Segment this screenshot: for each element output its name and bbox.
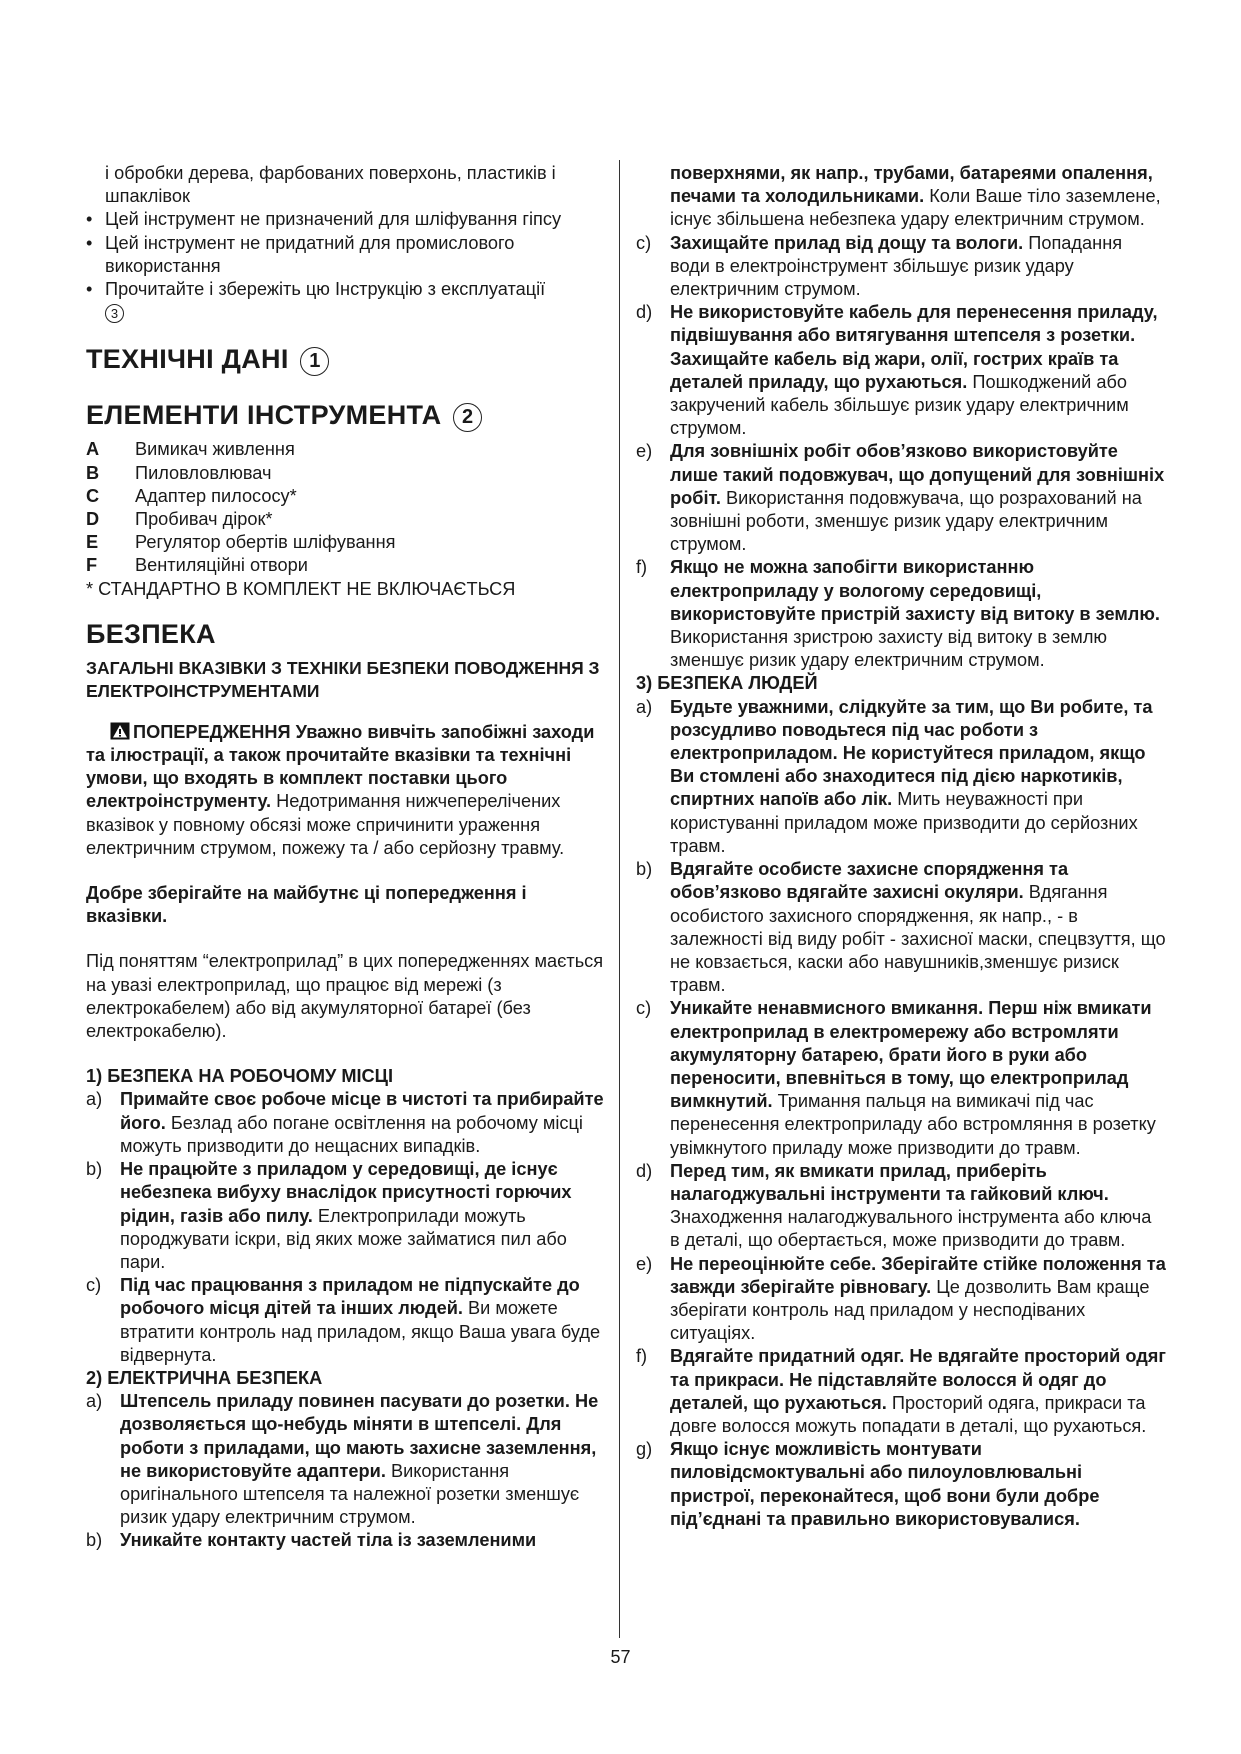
safety-subheading: ЗАГАЛЬНІ ВКАЗІВКИ З ТЕХНІКИ БЕЗПЕКИ ПОВОДЖЕННЯ З ЕЛЕКТРОІНСТРУМЕНТАМИ [86, 657, 600, 701]
column-divider [619, 160, 620, 1638]
rule-item: f) Якщо не можна запобігти використанню електроприладу у вологому середовищі, використовуйте пристрій захисту від витоку в землю. Використання зристрою захисту від витоку в землю зменшує ризик удару електричним струмом. [636, 557, 1160, 671]
intro-bullet: • Прочитайте і збережіть цю Інструкцію з експлуатації 3 [86, 278, 606, 324]
rule-item: c) Уникайте ненавмисного вмикання. Перш ніж вмикати електроприлад в електромережу або встромляти акумуляторну батарею, брати його в руки або переносити, впевніться в тому, що електроприлад вимкнутий. Тримання пальця на вимикачі під час перенесення електроприладу або встромляння в розетку увімкнутого приладу може призводити до травм. [636, 998, 1156, 1158]
intro-bullet: • Цей інструмент не придатний для промислового використання [86, 232, 606, 278]
tech-data-heading: ТЕХНІЧНІ ДАНІ 1 [86, 342, 606, 376]
definition-paragraph: Під поняттям “електроприлад” в цих попередженнях мається на увазі електроприлад, що працює від мережі (з електрокабелем) або від акумуляторної батареї (без електрокабелю). [86, 951, 604, 1042]
rule-item: d) Перед тим, як вмикати прилад, приберіть налагоджувальні інструменти та гайковий ключ. Знаходження налагоджувального інструмента або ключа в деталі, що обертається, може призводити до травм. [636, 1160, 1152, 1251]
rule-item: f) Вдягайте придатний одяг. Не вдягайте просторий одяг та прикраси. Не підставляйте волосся й одяг до деталей, що рухаються. Просторий одяга, прикраси та довге волосся можуть попадати в деталі, що рухаються. [636, 1346, 1166, 1436]
intro-continuation: і обробки дерева, фарбованих поверхонь, пластиків і шпаклівок [105, 163, 556, 207]
rule-item: a) Примайте своє робоче місце в чистоті та прибирайте його. Безлад або погане освітлення на робочому місці можуть призводити до нещасних випадків. [86, 1089, 604, 1156]
rule-item: c) Захищайте прилад від дощу та вологи. Попадання води в електроінструмент збільшує ризик удару електричним струмом. [636, 232, 1123, 300]
warning-triangle-icon [110, 722, 130, 740]
component-item: F Вентиляційні отвори [86, 555, 308, 576]
intro-bullet: • Цей інструмент не призначений для шліфування гіпсу [86, 208, 606, 231]
safety-heading: БЕЗПЕКА [86, 618, 216, 649]
rule-item: g) Якщо існує можливість монтувати пиловідсмоктувальні або пилоуловлювальні пристрої, переконайтеся, щоб вони були добре під’єднані та правильно використовувалися. [636, 1439, 1100, 1529]
rule-item: c) Під час працювання з приладом не підпускайте до робочого місця дітей та інших людей. Ви можете втратити контроль над приладом, якщо Ваша увага буде відвернута. [86, 1275, 601, 1365]
component-list [86, 438, 606, 600]
rule-item: e) Для зовнішніх робіт обов’язково використовуйте лише такий подовжувач, що допущений для зовнішніх робіт. Використання подовжувача, що розрахований на зовнішні роботи, зменшує ризик удару електричним струмом. [636, 441, 1165, 555]
rule-item: b) Не працюйте з приладом у середовищі, де існує небезпека вибуху внаслідок присутності горючих рідин, газів або пилу. Електроприлади можуть породжувати іскри, від яких може займатися пил або пари. [86, 1159, 572, 1272]
keep-notice: Добре зберігайте на майбутнє ці попередження і вказівки. [86, 883, 527, 927]
section-title: 2) ЕЛЕКТРИЧНА БЕЗПЕКА [86, 1367, 323, 1388]
page-number: 57 [610, 1647, 631, 1667]
rule-item: a) Будьте уважними, слідкуйте за тим, що Ви робите, та розсудливо поводьтеся під час роботи з електроприладом. Не користуйтеся приладом, якщо Ви стомлені або знаходитеся під дією наркотиків, спиртних напоїв або лік. Мить неуважності при користуванні приладом може призводити до серйозних травм. [636, 696, 1153, 856]
component-item: D Пробивач дірок* [86, 509, 273, 530]
right-column [636, 162, 1166, 1531]
section-title: 3) БЕЗПЕКА ЛЮДЕЙ [636, 673, 818, 694]
elements-heading: ЕЛЕМЕНТИ ІНСТРУМЕНТА 2 [86, 398, 606, 432]
component-item: C Адаптер пилососу* [86, 485, 297, 506]
component-item: E Регулятор обертів шліфування [86, 532, 396, 553]
rule-item: d) Не використовуйте кабель для перенесення приладу, підвішування або витягування штепселя з розетки. Захищайте кабель від жари, олії, гострих країв та деталей приладу, що рухаються. Пошкоджений або закручений кабель збільшує ризик удару електричним струмом. [636, 302, 1158, 439]
figure-ref-circle: 3 [105, 304, 124, 323]
figure-ref-circle: 2 [453, 403, 482, 432]
rule-item: e) Не переоцінюйте себе. Зберігайте стійке положення та завжди зберігайте рівновагу. Це дозволить Вам краще зберігати контроль над приладом у несподіваних ситуаціях. [636, 1253, 1166, 1344]
figure-ref-circle: 1 [300, 347, 329, 376]
rule-item-continued: поверхнями, як напр., трубами, батареями опалення, печами та холодильниками. Коли Ваше тіло заземлене, існує збільшена небезпека удару електричним струмом. [670, 163, 1161, 230]
rule-item: b) Вдягайте особисте захисне спорядження та обов’язково вдягайте захисні окуляри. Вдягання особистого захисного спорядження, як напр., - в залежності від виду робіт - захисної маски, спецвзуття, що не ковзається, каски або навушників,зменшує ризиск травм. [636, 859, 1166, 996]
rule-item: b) Уникайте контакту частей тіла із заземленими [86, 1530, 537, 1551]
warning-paragraph: ПОПЕРЕДЖЕННЯ Уважно вивчіть запобіжні заходи та ілюстрації, а також прочитайте вказівки та технічні умови, що входять в комплект поставки цього електроінструменту. Недотримання нижчеперелічених вказівок у повному обсязі може спричинити ураження електричним струмом, пожежу та / або серйозну травму. [86, 721, 595, 858]
component-note: * СТАНДАРТНО В КОМПЛЕКТ НЕ ВКЛЮЧАЄТЬСЯ [86, 578, 516, 599]
left-column [86, 162, 606, 1553]
component-item: A Вимикач живлення [86, 439, 295, 460]
component-item: B Пиловловлювач [86, 462, 272, 483]
section-title: 1) БЕЗПЕКА НА РОБОЧОМУ МІСЦІ [86, 1066, 394, 1087]
rule-item: a) Штепсель приладу повинен пасувати до розетки. Не дозволяється що-небудь міняти в штепселі. Для роботи з приладами, що мають захисне заземлення, не використовуйте адаптери. Використання оригінального штепселя та належної розетки зменшує ризик удару електричним струмом. [86, 1391, 599, 1528]
